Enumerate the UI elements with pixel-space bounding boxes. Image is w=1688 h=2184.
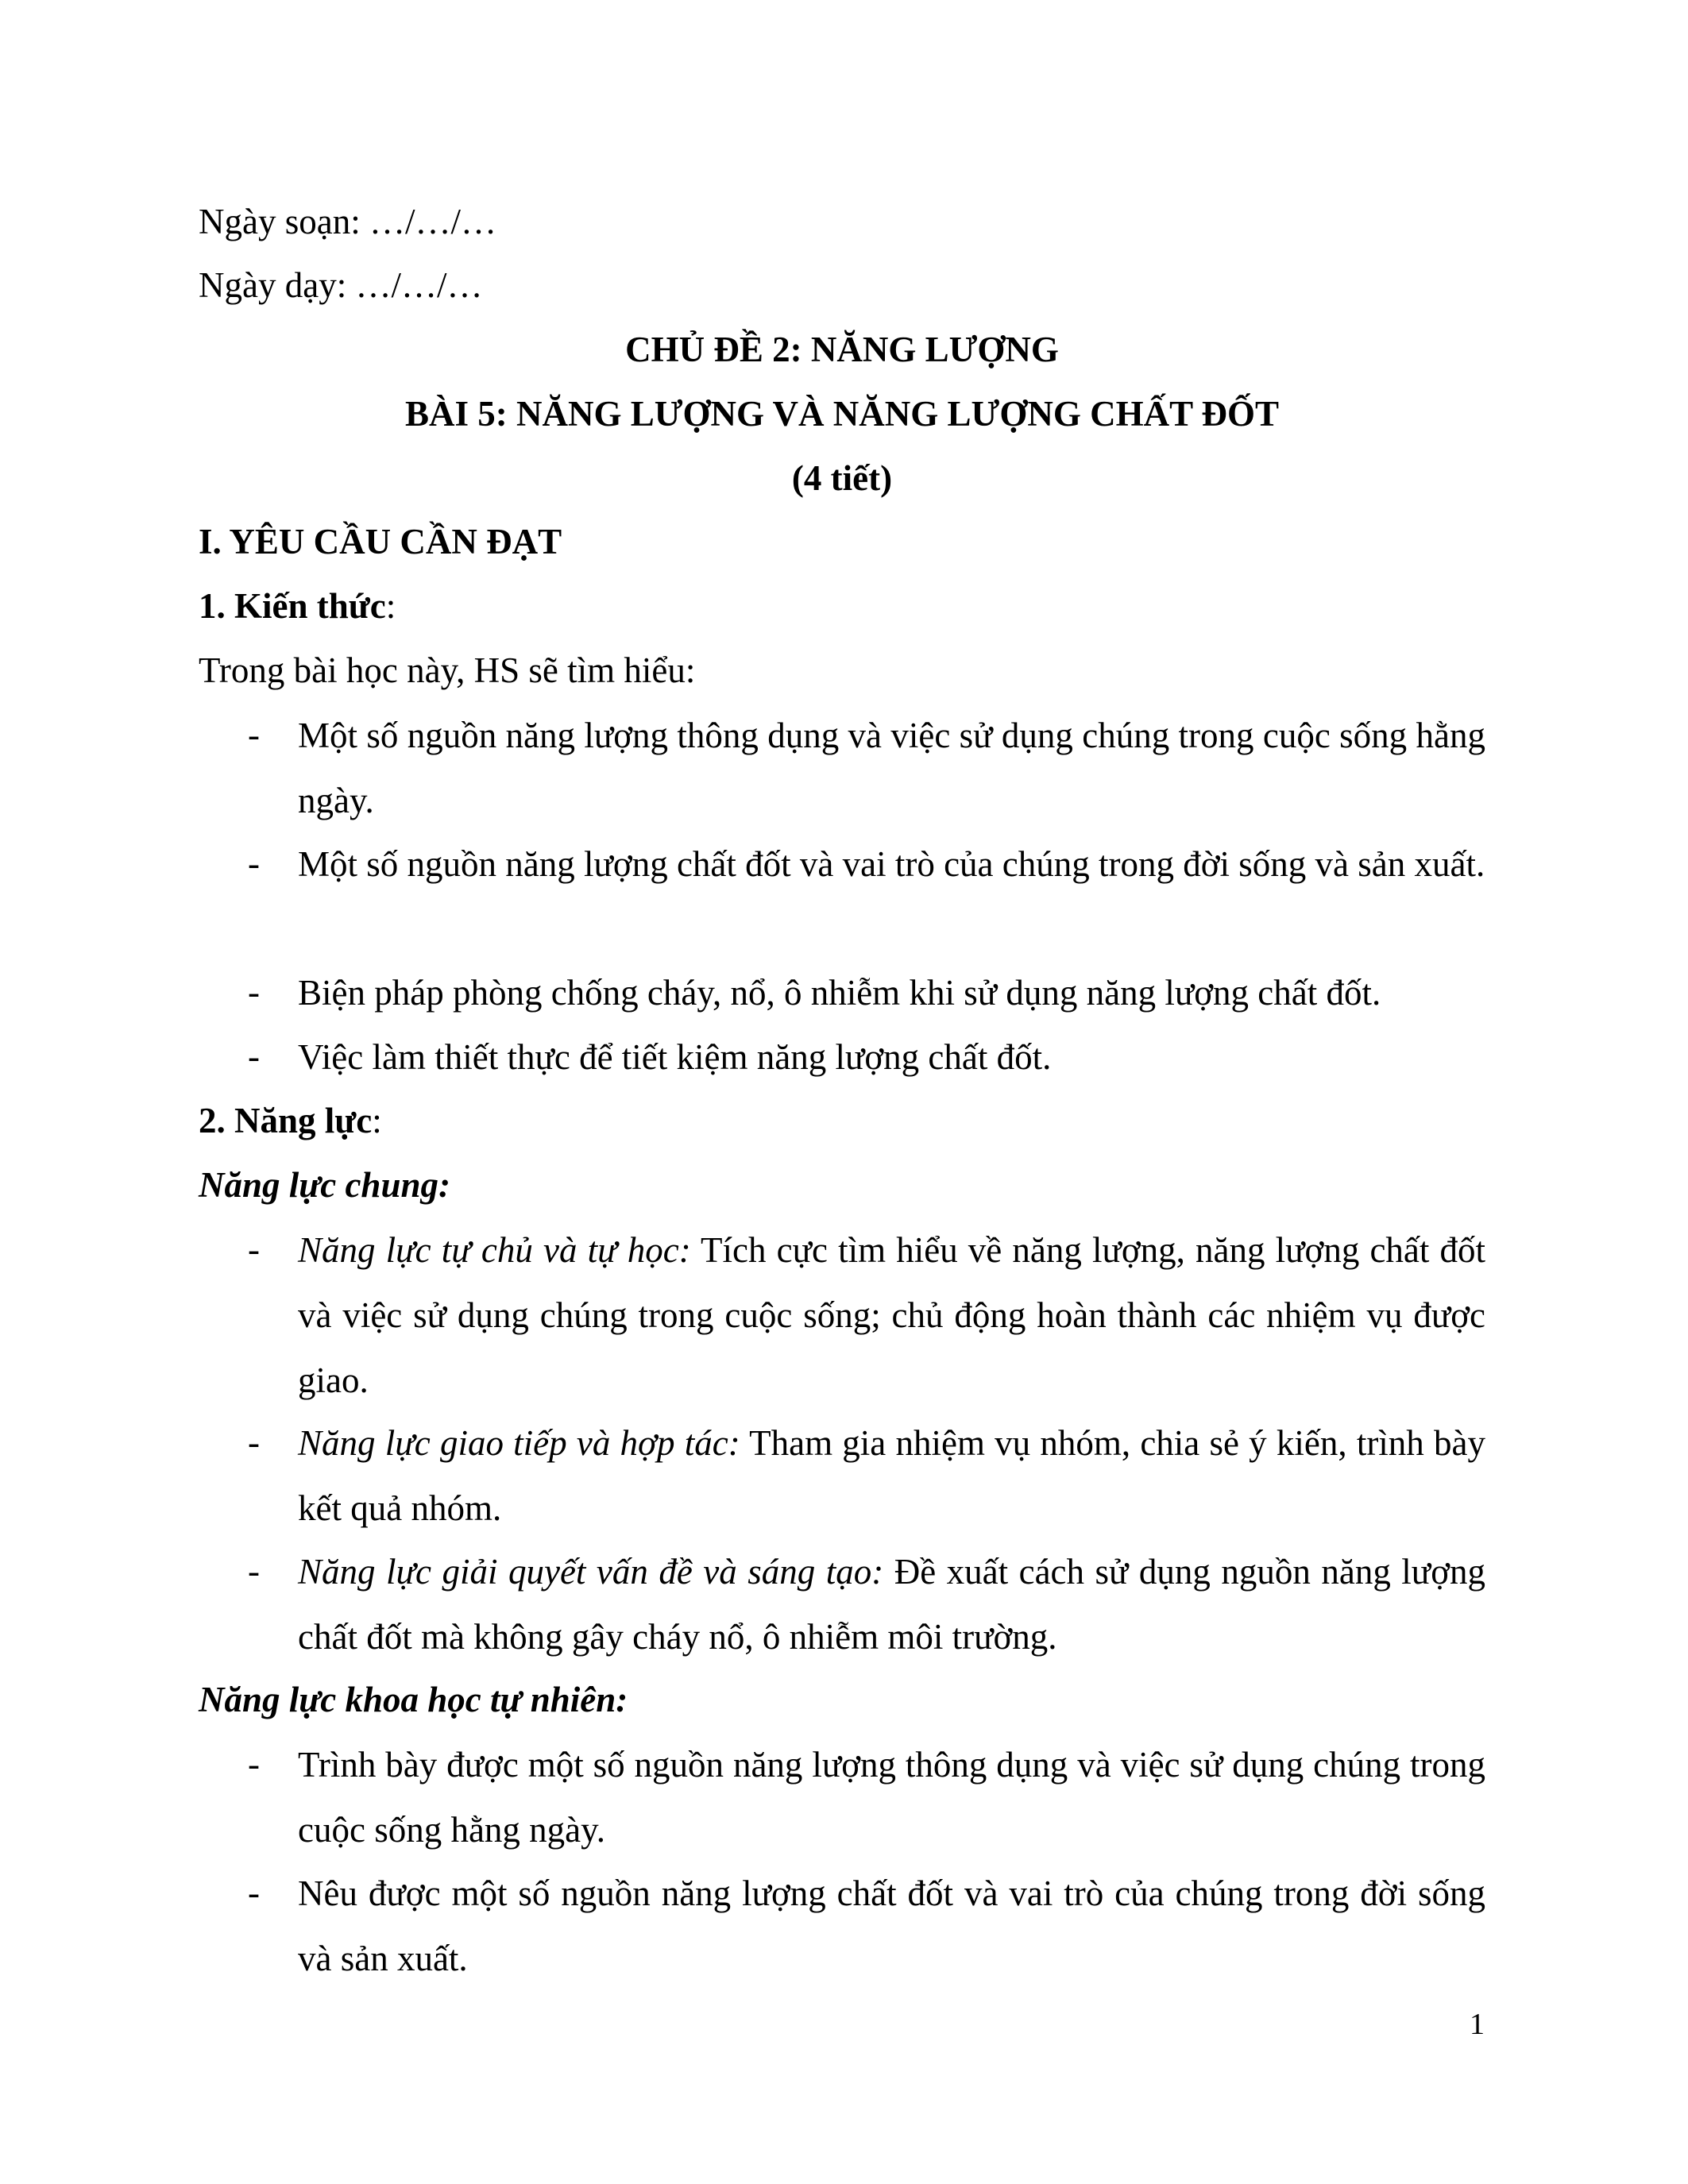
science-competence-heading: Năng lực khoa học tự nhiên: (199, 1680, 628, 1719)
competence-heading-text: 2. Năng lực (199, 1101, 373, 1140)
document-page (199, 0, 1485, 2184)
bullet-dash: - (248, 1744, 260, 1784)
bullet-dash: - (248, 1551, 260, 1591)
general-competence-heading: Năng lực chung: (199, 1165, 450, 1205)
bullet-dash: - (248, 715, 260, 754)
date-taught: Ngày dạy: …/…/… (199, 265, 483, 305)
list-item-text (298, 1217, 1485, 1413)
list-item-text: Trình bày được một số nguồn năng lượng thông dụng và việc sử dụng chúng trong cuộc sống hằng ngày. (298, 1745, 1485, 1850)
competence-description: Đề xuất cách sử dụng nguồn năng lượng chất đốt mà không gây cháy nổ, ô nhiễm môi trường. (298, 1552, 1485, 1657)
knowledge-heading-colon: : (385, 586, 396, 626)
competence-label: Năng lực giải quyết vấn đề và sáng tạo: (298, 1552, 884, 1592)
knowledge-heading (199, 588, 396, 624)
list-item-text: Một số nguồn năng lượng chất đốt và vai trò của chúng trong đời sống và sản xuất. (298, 844, 1485, 884)
bullet-dash: - (248, 1422, 260, 1462)
page-number: 1 (1470, 2008, 1485, 2041)
competence-description: Tích cực tìm hiểu về năng lượng, năng lượng chất đốt và việc sử dụng chúng trong cuộc sống; chủ động hoàn thành các nhiệm vụ được giao. (298, 1230, 1486, 1400)
topic-title: CHỦ ĐỀ 2: NĂNG LƯỢNG (625, 330, 1059, 369)
list-item-text: Việc làm thiết thực để tiết kiệm năng lượng chất đốt. (298, 1037, 1052, 1077)
bullet-dash: - (248, 972, 260, 1012)
competence-label: Năng lực tự chủ và tự học: (298, 1230, 691, 1270)
bullet-dash: - (248, 1229, 260, 1269)
date-prepared: Ngày soạn: …/…/… (199, 202, 496, 241)
lesson-title: BÀI 5: NĂNG LƯỢNG VÀ NĂNG LƯỢNG CHẤT ĐỐT (404, 394, 1280, 434)
knowledge-intro: Trong bài học này, HS sẽ tìm hiểu: (199, 650, 696, 690)
competence-description: Tham gia nhiệm vụ nhóm, chia sẻ ý kiến, trình bày kết quả nhóm. (298, 1423, 1485, 1528)
list-item-text (298, 1410, 1485, 1541)
competence-label: Năng lực giao tiếp và hợp tác: (298, 1423, 740, 1463)
section-heading-requirements: I. YÊU CẦU CẦN ĐẠT (199, 522, 562, 561)
bullet-dash: - (248, 843, 260, 883)
competence-heading-colon: : (372, 1101, 382, 1140)
list-item-text: Nêu được một số nguồn năng lượng chất đốt và vai trò của chúng trong đời sống và sản xuất. (298, 1873, 1485, 1978)
list-item-text: Một số nguồn năng lượng thông dụng và việc sử dụng chúng trong cuộc sống hằng ngày. (298, 716, 1485, 820)
bullet-dash: - (248, 1036, 260, 1076)
list-item-text: Biện pháp phòng chống cháy, nổ, ô nhiễm khi sử dụng năng lượng chất đốt. (298, 973, 1381, 1013)
knowledge-heading-text: 1. Kiến thức (199, 586, 386, 626)
periods-label: (4 tiết) (791, 458, 893, 498)
bullet-dash: - (248, 1873, 260, 1912)
competence-heading (199, 1103, 382, 1139)
list-item-text (298, 1539, 1485, 1669)
